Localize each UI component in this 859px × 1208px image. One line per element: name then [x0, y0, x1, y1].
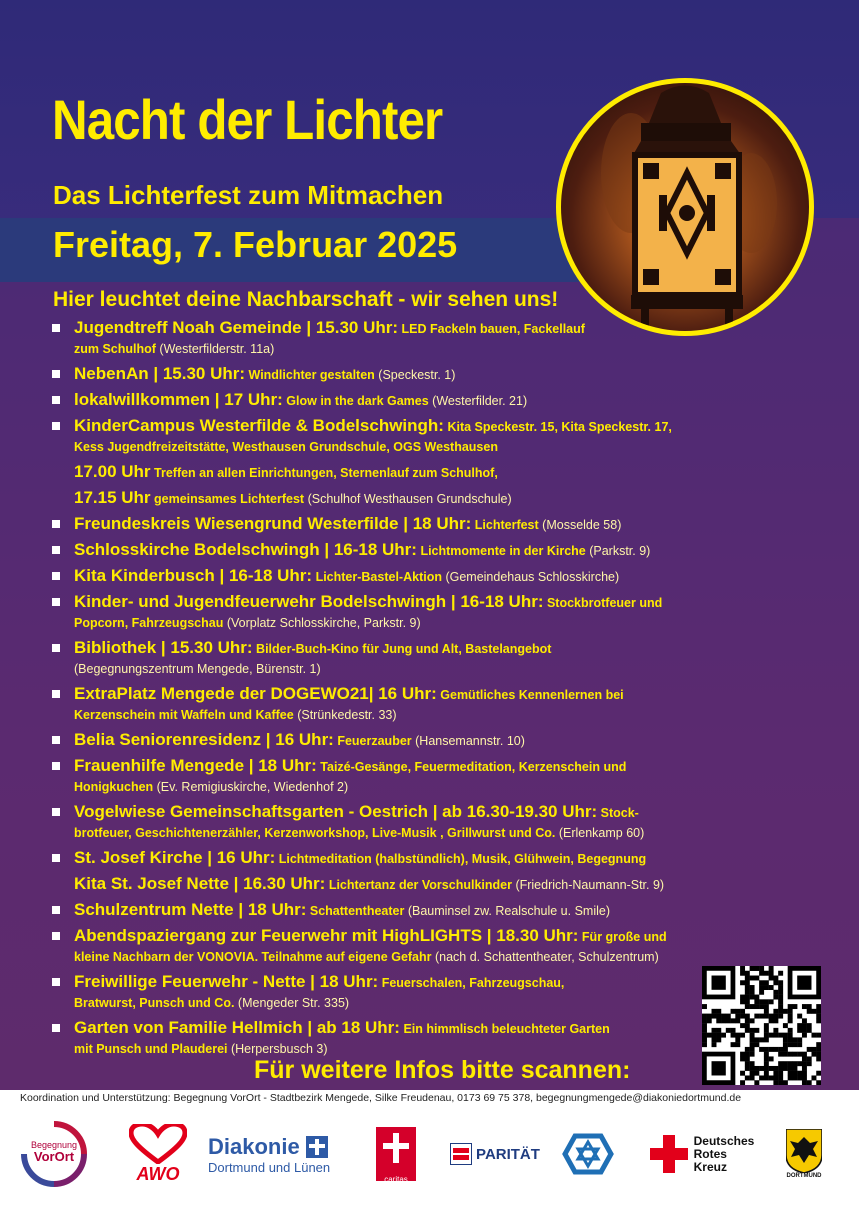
heart-icon	[129, 1124, 187, 1164]
event-location: (Strünkedestr. 33)	[293, 708, 397, 722]
bullet-icon	[52, 854, 60, 862]
event-item	[52, 874, 742, 895]
event-location: (Begegnungszentrum Mengede, Bürenstr. 1)	[74, 662, 321, 676]
bullet-icon	[52, 644, 60, 652]
event-item	[52, 540, 742, 561]
event-heading: Kinder- und Jugendfeuerwehr Bodelschwingh | 16-18 Uhr:	[74, 592, 544, 611]
event-heading: NebenAn | 15.30 Uhr:	[74, 364, 246, 383]
event-heading: 17.00 Uhr	[74, 462, 151, 481]
bullet-icon	[52, 932, 60, 940]
event-item	[52, 462, 742, 483]
event-detail-line2: Bratwurst, Punsch und Co.	[74, 996, 235, 1010]
vorort-label-1: Begegnung	[30, 1140, 78, 1150]
event-detail: Gemütliches Kennenlernen bei	[436, 688, 624, 702]
event-location: (Hansemannstr. 10)	[411, 734, 525, 748]
event-location: (nach d. Schattentheater, Schulzentrum)	[431, 950, 659, 964]
event-item	[52, 566, 742, 587]
bullet-icon	[52, 324, 60, 332]
event-location: (Vorplatz Schlosskirche, Parkstr. 9)	[223, 616, 421, 630]
star-of-david-icon	[561, 1132, 615, 1176]
logo-paritaet	[440, 1118, 550, 1190]
event-item	[52, 972, 742, 1013]
logo-caritas	[374, 1118, 418, 1190]
event-location: (Mengeder Str. 335)	[234, 996, 350, 1010]
event-list	[52, 318, 742, 1064]
event-location: (Friedrich-Naumann-Str. 9)	[511, 878, 665, 892]
event-location: (Westerfilderstr. 11a)	[155, 342, 275, 356]
event-heading: Bibliothek | 15.30 Uhr:	[74, 638, 253, 657]
event-heading: Garten von Familie Hellmich | ab 18 Uhr:	[74, 1018, 400, 1037]
event-heading: Kita St. Josef Nette | 16.30 Uhr:	[74, 874, 326, 893]
bullet-icon	[52, 572, 60, 580]
bullet-icon	[52, 422, 60, 430]
event-item	[52, 756, 742, 797]
event-item	[52, 390, 742, 411]
dortmund-label: DORTMUND	[786, 1173, 822, 1179]
event-item	[52, 684, 742, 725]
event-detail: Feuerzauber	[333, 734, 412, 748]
event-heading: Freundeskreis Wiesengrund Westerfilde | 18 Uhr:	[74, 514, 472, 533]
drk-label: Deutsches Rotes Kreuz	[693, 1133, 755, 1174]
event-heading: Jugendtreff Noah Gemeinde | 15.30 Uhr:	[74, 318, 399, 337]
bullet-icon	[52, 598, 60, 606]
awo-label: AWO	[136, 1163, 180, 1184]
qr-code-icon	[702, 966, 821, 1085]
event-item	[52, 730, 742, 751]
logo-diakonie	[208, 1118, 356, 1190]
bullet-icon	[52, 906, 60, 914]
event-detail-line2: brotfeuer, Geschichtenerzähler, Kerzenworkshop, Live-Musik , Grillwurst und Co.	[74, 826, 556, 840]
event-detail: Windlichter gestalten	[245, 368, 375, 382]
partner-logos	[10, 1118, 850, 1190]
event-heading: Freiwillige Feuerwehr - Nette | 18 Uhr:	[74, 972, 379, 991]
event-date: Freitag, 7. Februar 2025	[53, 224, 458, 265]
tagline: Hier leuchtet deine Nachbarschaft - wir sehen uns!	[53, 288, 559, 311]
event-detail: Ein himmlisch beleuchteter Garten	[399, 1022, 610, 1036]
bullet-icon	[52, 762, 60, 770]
logo-drk	[640, 1118, 764, 1190]
event-heading: 17.15 Uhr	[74, 488, 151, 507]
coordination-text: Koordination und Unterstützung: Begegnung VorOrt - Stadtbezirk Mengede, Silke Freudenau, 0173 69 75 378, begegnungmengede@diakoniedortmund.de	[20, 1092, 742, 1104]
event-detail: Bilder-Buch-Kino für Jung und Alt, Bastelangebot	[252, 642, 552, 656]
vorort-label-2: VorOrt	[33, 1149, 75, 1164]
bullet-icon	[52, 546, 60, 554]
event-detail: gemeinsames Lichterfest	[150, 492, 305, 506]
event-detail-line2: Honigkuchen	[74, 780, 154, 794]
event-location: (Westerfilder. 21)	[428, 394, 528, 408]
event-heading: Schlosskirche Bodelschwingh | 16-18 Uhr:	[74, 540, 417, 559]
event-detail-line2: Kerzenschein mit Waffeln und Kaffee	[74, 708, 294, 722]
event-detail: Feuerschalen, Fahrzeugschau,	[378, 976, 565, 990]
event-heading: Schulzentrum Nette | 18 Uhr:	[74, 900, 307, 919]
qr-code[interactable]	[702, 966, 821, 1085]
logo-dortmund	[780, 1118, 828, 1190]
event-item	[52, 364, 742, 385]
event-detail: LED Fackeln bauen, Fackellauf	[398, 322, 585, 336]
red-cross-icon	[650, 1135, 688, 1173]
event-item	[52, 488, 742, 509]
bullet-icon	[52, 736, 60, 744]
event-heading: Kita Kinderbusch | 16-18 Uhr:	[74, 566, 313, 585]
event-location: (Herpersbusch 3)	[227, 1042, 328, 1056]
bullet-icon	[52, 690, 60, 698]
event-detail: Stock-	[597, 806, 639, 820]
event-heading: Abendspaziergang zur Feuerwehr mit HighLIGHTS | 18.30 Uhr:	[74, 926, 579, 945]
dortmund-eagle-icon	[786, 1129, 822, 1173]
event-heading: Belia Seniorenresidenz | 16 Uhr:	[74, 730, 334, 749]
lantern-photo	[556, 78, 814, 336]
event-item	[52, 638, 742, 679]
paritaet-equals-icon	[450, 1143, 472, 1165]
event-detail: Für große und	[578, 930, 667, 944]
event-location: (Bauminsel zw. Realschule u. Smile)	[404, 904, 610, 918]
event-location: (Gemeindehaus Schlosskirche)	[441, 570, 620, 584]
event-detail: Taizé-Gesänge, Feuermeditation, Kerzenschein und	[316, 760, 627, 774]
event-item	[52, 926, 742, 967]
event-detail-line2: kleine Nachbarn der VONOVIA. Teilnahme auf eigene Gefahr	[74, 950, 432, 964]
bullet-icon	[52, 520, 60, 528]
event-heading: lokalwillkommen | 17 Uhr:	[74, 390, 283, 409]
event-item	[52, 848, 742, 869]
event-detail: Lichtmomente in der Kirche	[416, 544, 586, 558]
event-detail: Lichtmeditation (halbstündlich), Musik, Glühwein, Begegnung	[275, 852, 647, 866]
event-item	[52, 416, 742, 457]
logo-awo	[118, 1118, 198, 1190]
event-detail: Lichter-Bastel-Aktion	[312, 570, 442, 584]
poster-title: Nacht der Lichter	[52, 88, 443, 151]
event-detail: Kita Speckestr. 15, Kita Speckestr. 17,	[443, 420, 672, 434]
poster-subtitle: Das Lichterfest zum Mitmachen	[53, 180, 444, 210]
lantern-icon	[561, 83, 809, 331]
event-item	[52, 802, 742, 843]
event-location: (Erlenkamp 60)	[555, 826, 645, 840]
diakonie-cross-icon	[306, 1136, 328, 1158]
event-location: (Speckestr. 1)	[374, 368, 456, 382]
bullet-icon	[52, 1024, 60, 1032]
event-item	[52, 900, 742, 921]
event-detail-line2: Kess Jugendfreizeitstätte, Westhausen Grundschule, OGS Westhausen	[74, 440, 498, 454]
caritas-label: caritas	[384, 1175, 408, 1184]
event-detail: Glow in the dark Games	[282, 394, 429, 408]
event-detail-line2: Popcorn, Fahrzeugschau	[74, 616, 224, 630]
logo-jewish-community	[558, 1118, 618, 1190]
event-location: (Mosselde 58)	[538, 518, 622, 532]
event-heading: Vogelwiese Gemeinschaftsgarten - Oestrich | ab 16.30-19.30 Uhr:	[74, 802, 598, 821]
event-heading: Frauenhilfe Mengede | 18 Uhr:	[74, 756, 317, 775]
event-item	[52, 514, 742, 535]
event-item	[52, 592, 742, 633]
event-location: (Ev. Remigiuskirche, Wiedenhof 2)	[153, 780, 349, 794]
event-detail: Lichtertanz der Vorschulkinder	[325, 878, 512, 892]
caritas-cross-icon	[376, 1127, 416, 1181]
event-detail: Schattentheater	[306, 904, 405, 918]
bullet-icon	[52, 396, 60, 404]
bullet-icon	[52, 370, 60, 378]
event-detail-line2: zum Schulhof	[74, 342, 156, 356]
logo-begegnung-vorort	[18, 1118, 90, 1190]
event-item	[52, 318, 742, 359]
event-detail: Treffen an allen Einrichtungen, Sternenlauf zum Schulhof,	[150, 466, 498, 480]
scan-prompt: Für weitere Infos bitte scannen:	[254, 1056, 631, 1084]
event-detail: Stockbrotfeuer und	[543, 596, 663, 610]
event-heading: KinderCampus Westerfilde & Bodelschwingh:	[74, 416, 444, 435]
diakonie-sublabel: Dortmund und Lünen	[208, 1159, 331, 1175]
bullet-icon	[52, 808, 60, 816]
event-heading: St. Josef Kirche | 16 Uhr:	[74, 848, 276, 867]
event-location: (Schulhof Westhausen Grundschule)	[304, 492, 512, 506]
event-item	[52, 1018, 742, 1059]
event-detail-line2: mit Punsch und Plauderei	[74, 1042, 228, 1056]
paritaet-label: PARITÄT	[476, 1145, 540, 1163]
event-heading: ExtraPlatz Mengede der DOGEWO21| 16 Uhr:	[74, 684, 437, 703]
event-detail: Lichterfest	[471, 518, 539, 532]
diakonie-label: Diakonie	[208, 1133, 300, 1159]
bullet-icon	[52, 978, 60, 986]
event-location: (Parkstr. 9)	[585, 544, 651, 558]
